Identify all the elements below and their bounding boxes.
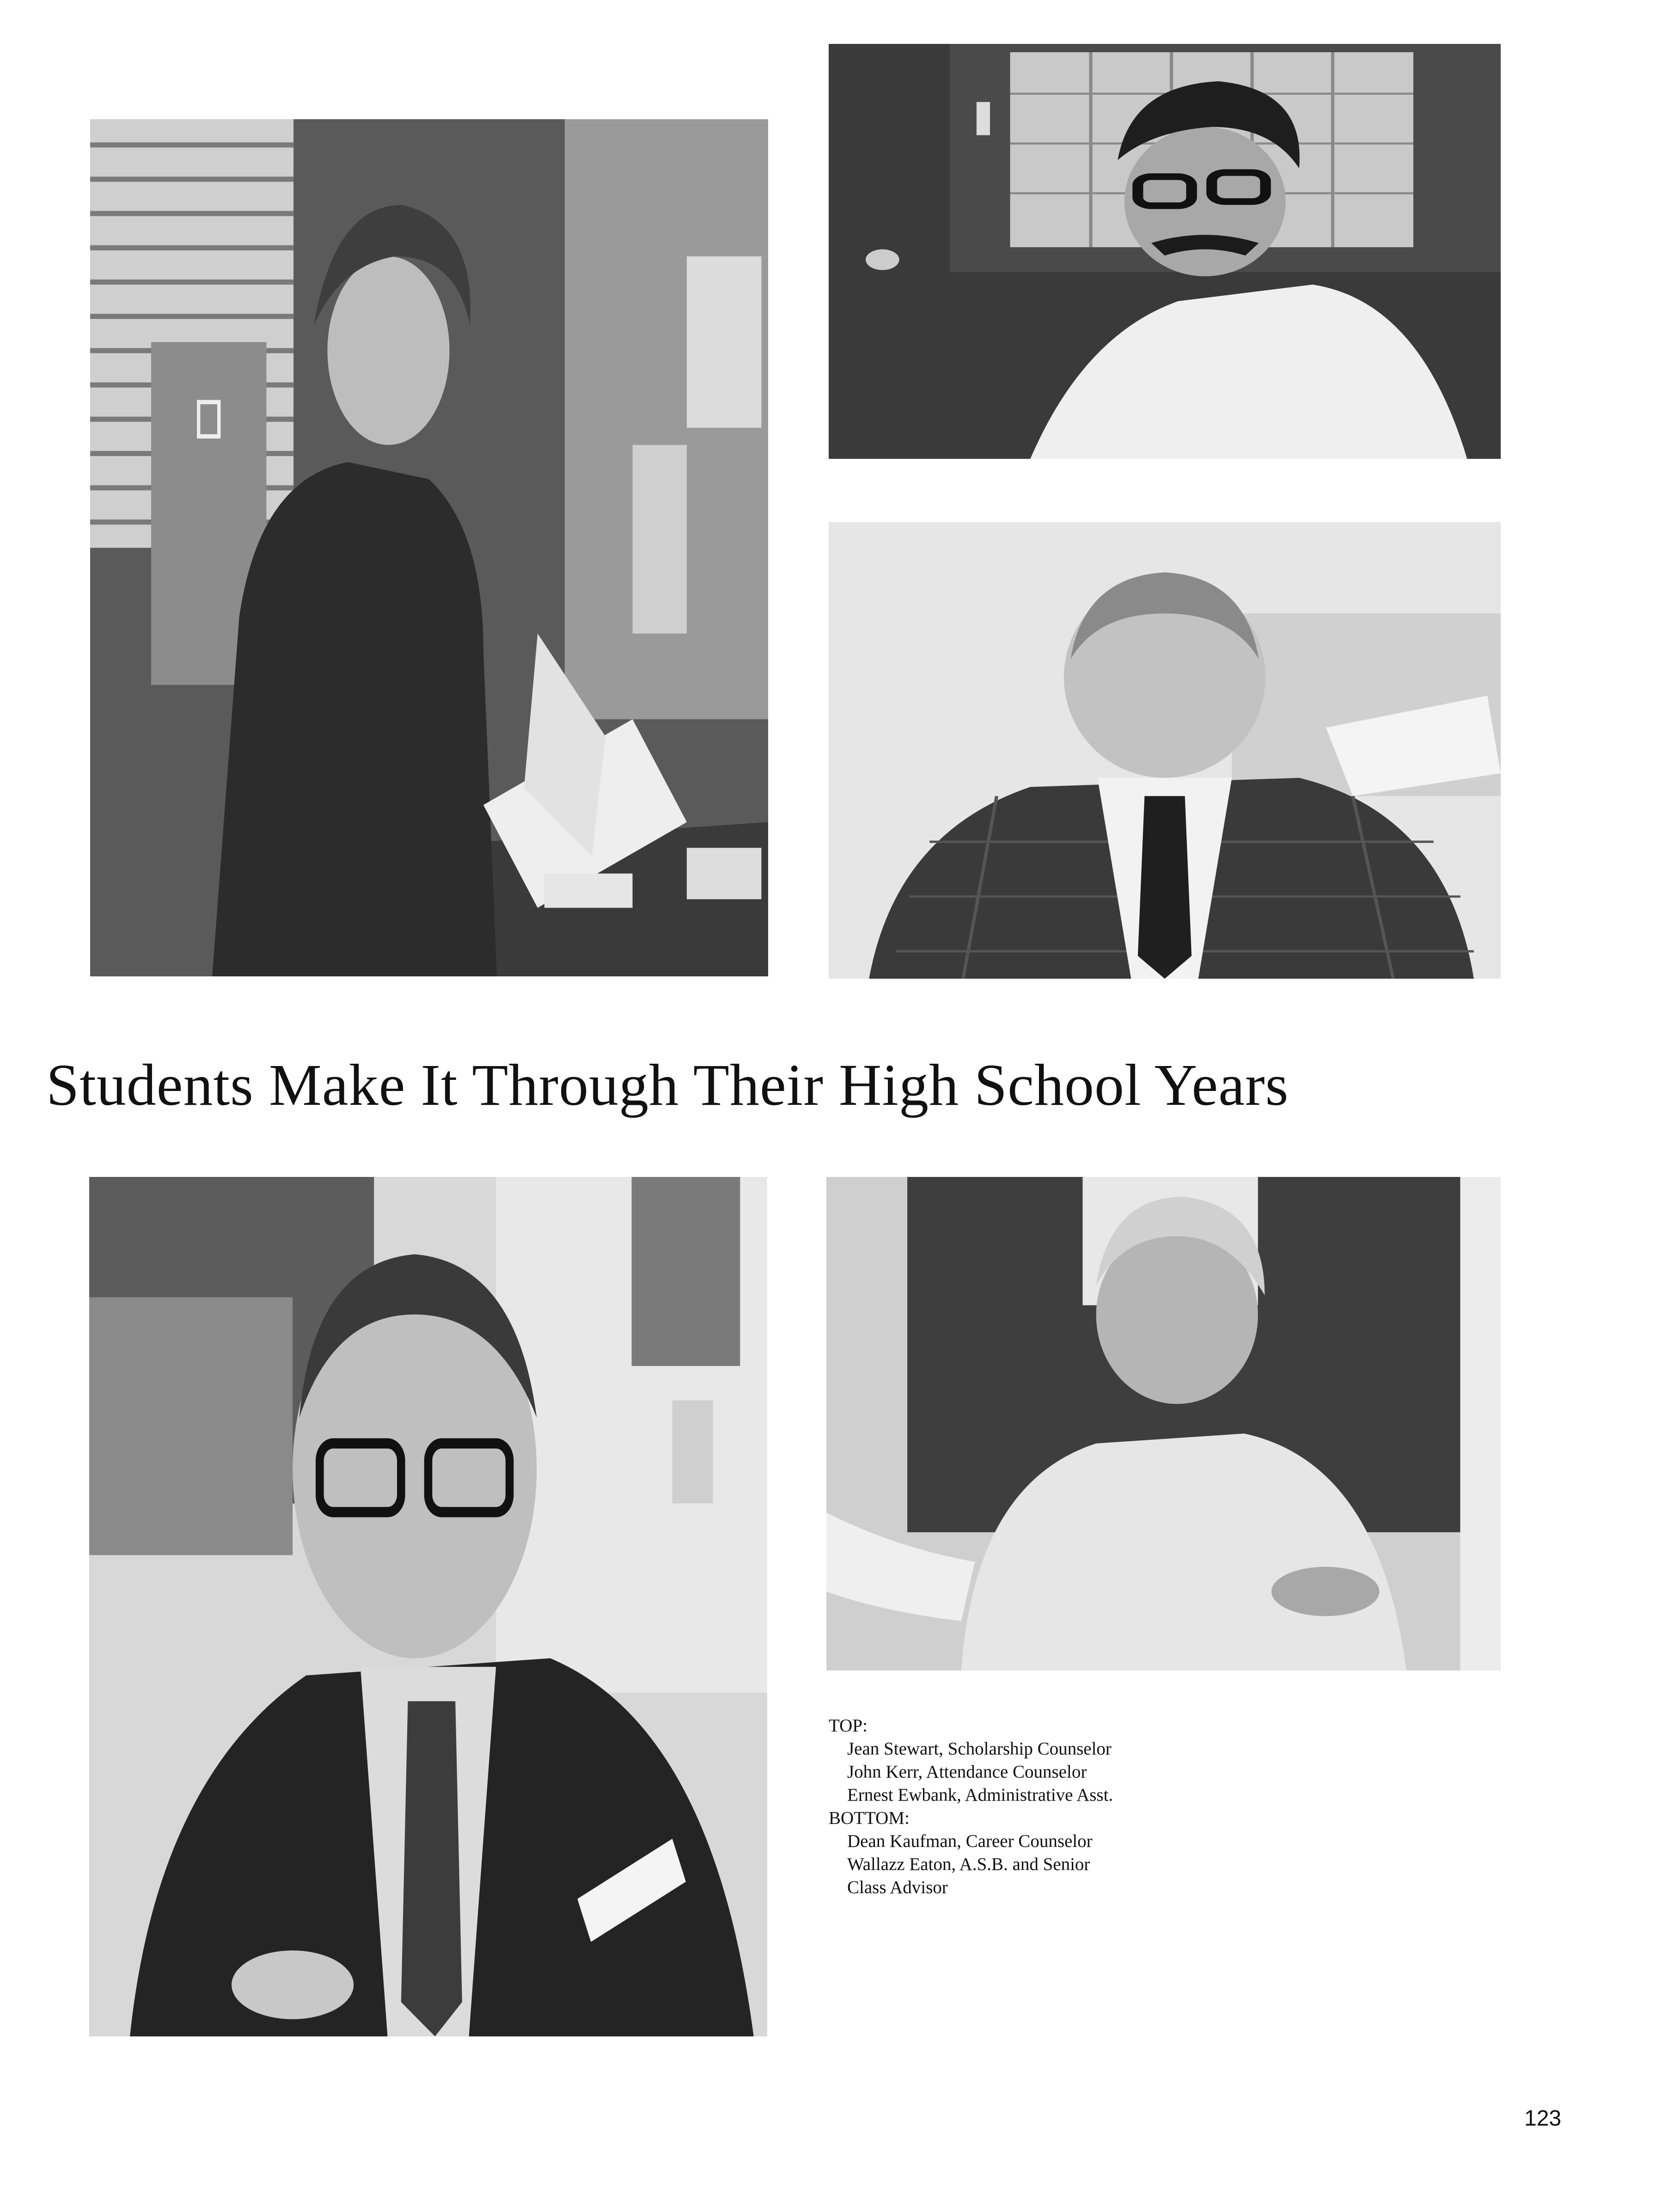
caption-top-label: TOP: <box>829 1716 868 1736</box>
caption-entry: Wallazz Eaton, A.S.B. and Senior <box>847 1854 1090 1874</box>
page-number: 123 <box>1524 2106 1562 2131</box>
photo-caption <box>829 1714 1337 1899</box>
photo-woman-at-desk-image <box>90 119 768 976</box>
photo-man-in-plaid-jacket-image <box>829 522 1501 979</box>
photo-man-with-name-badge <box>89 1177 767 2036</box>
photo-woman-at-desk <box>90 119 768 976</box>
caption-entry: Dean Kaufman, Career Counselor <box>847 1831 1093 1851</box>
page-headline: Students Make It Through Their High School Years <box>46 1052 1289 1118</box>
photo-man-in-open-collar-shirt-image <box>826 1177 1501 1670</box>
photo-man-in-plaid-jacket <box>829 522 1501 979</box>
photo-man-in-open-collar-shirt <box>826 1177 1501 1670</box>
photo-man-with-glasses <box>829 44 1501 459</box>
caption-entry: Jean Stewart, Scholarship Counselor <box>847 1739 1112 1759</box>
caption-entry: Ernest Ewbank, Administrative Asst. <box>847 1785 1113 1805</box>
caption-bottom-label: BOTTOM: <box>829 1808 910 1828</box>
photo-man-with-name-badge-image <box>89 1177 767 2036</box>
photo-man-with-glasses-image <box>829 44 1501 459</box>
caption-entry: John Kerr, Attendance Counselor <box>847 1762 1087 1782</box>
caption-entry: Class Advisor <box>847 1877 948 1897</box>
